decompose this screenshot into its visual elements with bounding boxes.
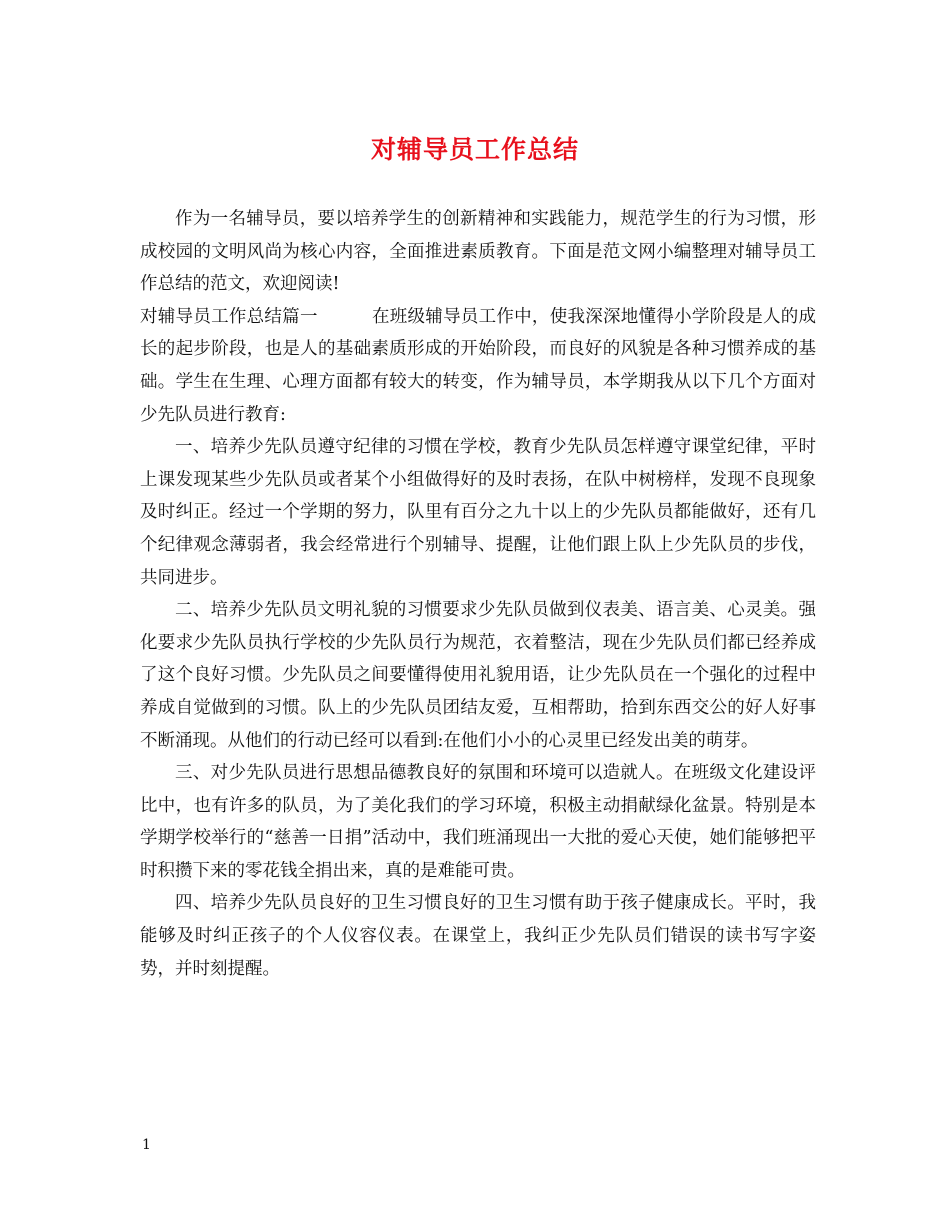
section-one-paragraph — [140, 301, 816, 431]
point-three-paragraph: 三、对少先队员进行思想品德教良好的氛围和环境可以造就人。在班级文化建设评比中，也有许多的队员，为了美化我们的学习环境，积极主动捐献绿化盆景。特别是本学期学校举行的“慈善一日捐”活动中，我们班涌现出一大批的爱心天使，她们能够把平时积攒下来的零花钱全捐出来，真的是难能可贵。 — [140, 763, 816, 881]
section-one-text: 在班级辅导员工作中，使我深深地懂得小学阶段是人的成长的起步阶段，也是人的基础素质形成的开始阶段，而良好的风貌是各种习惯养成的基础。学生在生理、心理方面都有较大的转变，作为辅导员，本学期我从以下几个方面对少先队员进行教育: — [140, 306, 817, 425]
intro-paragraph: 作为一名辅导员，要以培养学生的创新精神和实践能力，规范学生的行为习惯，形成校园的文明风尚为核心内容，全面推进素质教育。下面是范文网小编整理对辅导员工作总结的范文，欢迎阅读! — [140, 209, 816, 295]
document-body — [140, 203, 816, 985]
document-title: 对辅导员工作总结 — [370, 135, 579, 164]
section-heading: 对辅导员工作总结篇一 — [140, 306, 318, 327]
point-one-paragraph: 一、培养少先队员遵守纪律的习惯在学校，教育少先队员怎样遵守课堂纪律，平时上课发现某些少先队员或者某个小组做得好的及时表扬，在队中树榜样，发现不良现象及时纠正。经过一个学期的努力，队里有百分之九十以上的少先队员都能做好，还有几个纪律观念薄弱者，我会经常进行个别辅导、提醒，让他们跟上队上少先队员的步伐，共同进步。 — [140, 437, 816, 588]
point-four-paragraph: 四、培养少先队员良好的卫生习惯良好的卫生习惯有助于孩子健康成长。平时，我能够及时纠正孩子的个人仪容仪表。在课堂上，我纠正少先队员们错误的读书写字姿势，并时刻提醒。 — [140, 893, 816, 979]
point-two-paragraph: 二、培养少先队员文明礼貌的习惯要求少先队员做到仪表美、语言美、心灵美。强化要求少先队员执行学校的少先队员行为规范，衣着整洁，现在少先队员们都已经养成了这个良好习惯。少先队员之间要懂得使用礼貌用语，让少先队员在一个强化的过程中养成自觉做到的习惯。队上的少先队员团结友爱，互相帮助，拾到东西交公的好人好事不断涌现。从他们的行动已经可以看到:在他们小小的心灵里已经发出美的萌芽。 — [140, 600, 816, 751]
page-number: 1 — [142, 1137, 151, 1153]
